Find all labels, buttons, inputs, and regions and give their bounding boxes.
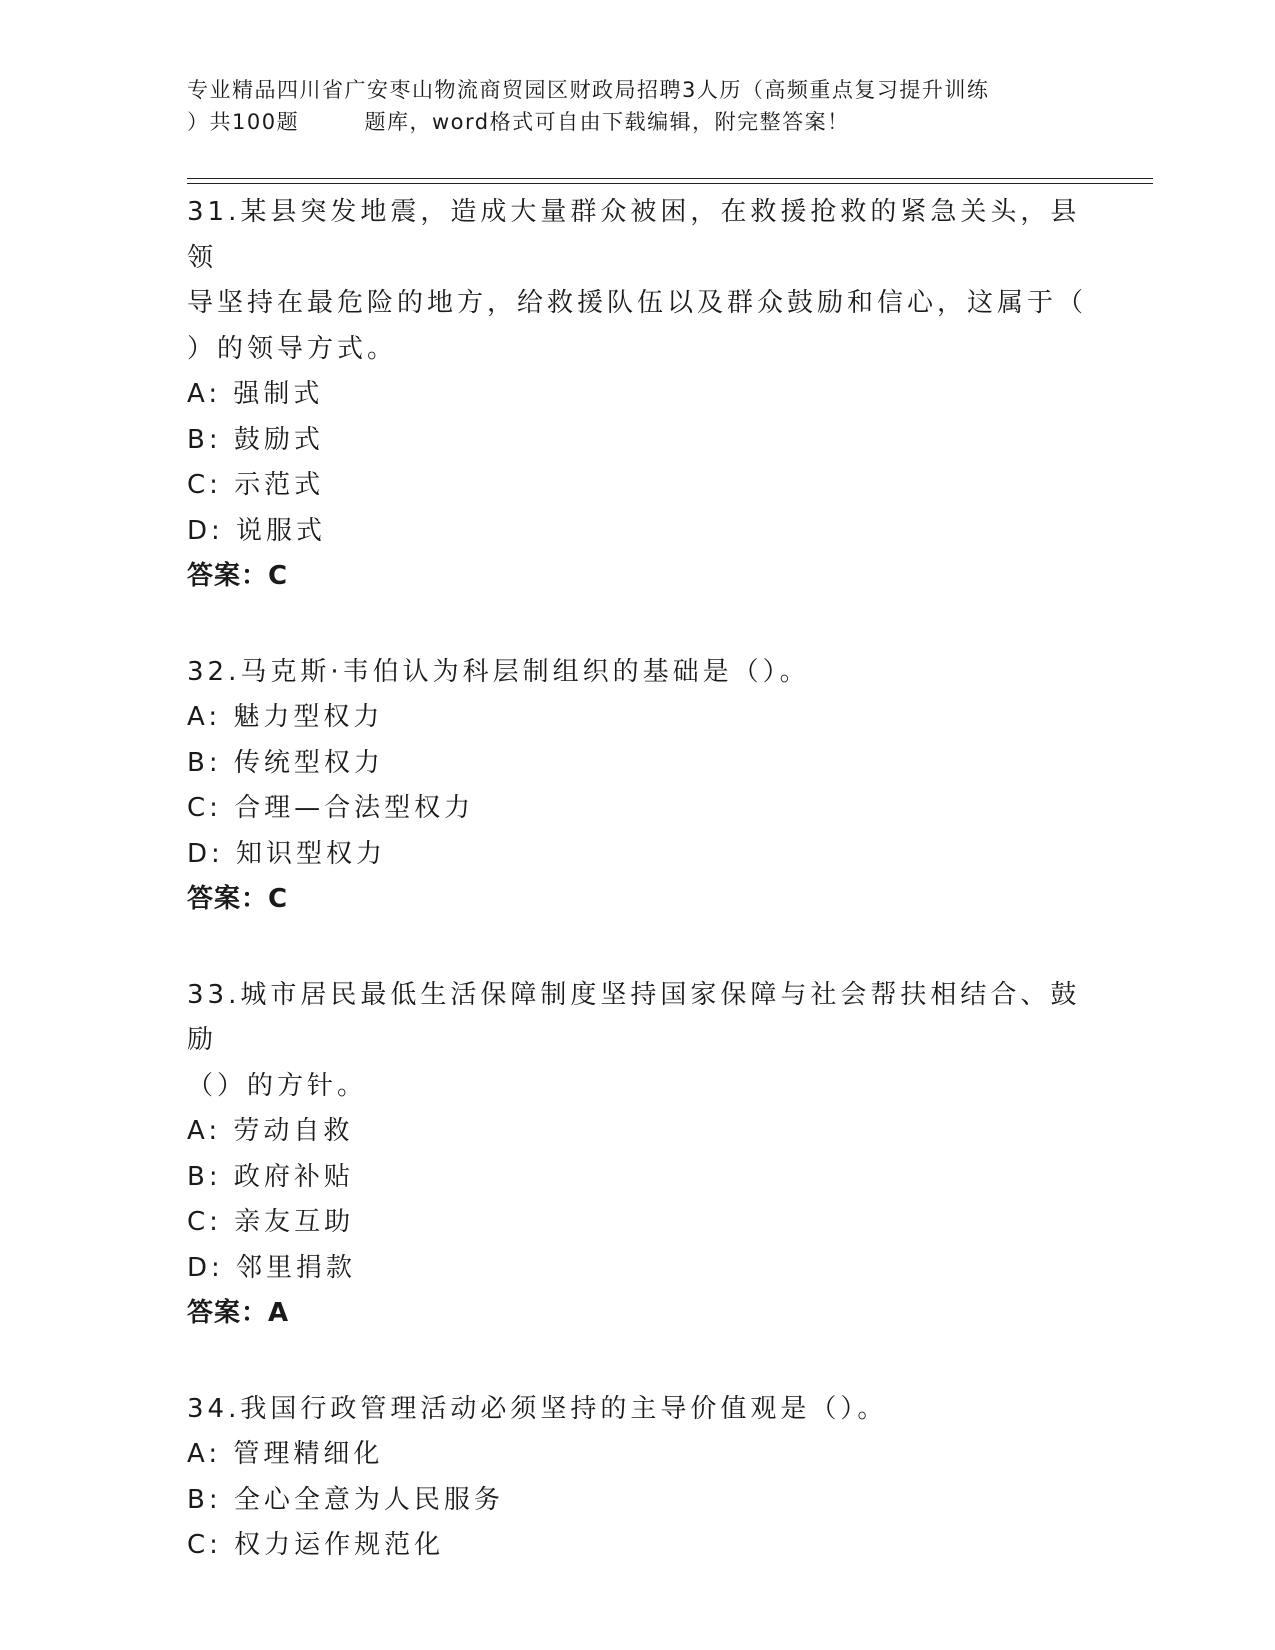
option-c: C: 亲友互助 [187,1207,355,1237]
option-d: D: 说服式 [187,515,327,546]
question-34 [187,1387,1087,1569]
question-text: （）的方针。 [187,1070,368,1101]
option-b: B: 全心全意为人民服务 [187,1484,504,1515]
header-divider-bottom [187,183,1153,184]
question-list [187,190,1087,1619]
question-text: 导坚持在最危险的地方，给救援队伍以及群众鼓励和信心，这属于（ [187,288,1088,318]
answer: 答案：C [187,884,289,914]
question-text: 32.马克斯·韦伯认为科层制组织的基础是（）。 [187,656,810,687]
option-c: C: 示范式 [187,470,325,500]
option-c: C: 权力运作规范化 [187,1530,445,1560]
option-d: D: 邻里捐款 [187,1252,357,1283]
option-a: A: 劳动自救 [187,1116,354,1146]
header-divider-top [187,178,1153,179]
document-header [187,74,1087,138]
header-line-1: 专业精品四川省广安枣山物流商贸园区财政局招聘3人历（高频重点复习提升训练 [187,78,990,102]
option-a: A: 魅力型权力 [187,702,384,732]
option-a: A: 强制式 [187,379,324,409]
question-text: ）的领导方式。 [187,333,398,364]
option-b: B: 政府补贴 [187,1161,354,1192]
question-text: 33.城市居民最低生活保障制度坚持国家保障与社会帮扶相结合、鼓励 [187,979,1081,1055]
question-33 [187,973,1087,1337]
header-line-2: ）共100题 题库，word格式可自由下载编辑，附完整答案！ [187,110,850,134]
question-text: 34.我国行政管理活动必须坚持的主导价值观是（）。 [187,1393,888,1424]
answer: 答案：A [187,1298,290,1328]
question-text: 31.某县突发地震，造成大量群众被困，在救援抢救的紧急关头，县领 [187,197,1081,273]
option-c: C: 合理—合法型权力 [187,793,475,823]
option-a: A: 管理精细化 [187,1439,384,1469]
answer: 答案：C [187,561,289,591]
question-31 [187,190,1087,600]
option-d: D: 知识型权力 [187,838,387,869]
option-b: B: 鼓励式 [187,424,324,455]
question-32 [187,650,1087,923]
option-b: B: 传统型权力 [187,747,384,778]
